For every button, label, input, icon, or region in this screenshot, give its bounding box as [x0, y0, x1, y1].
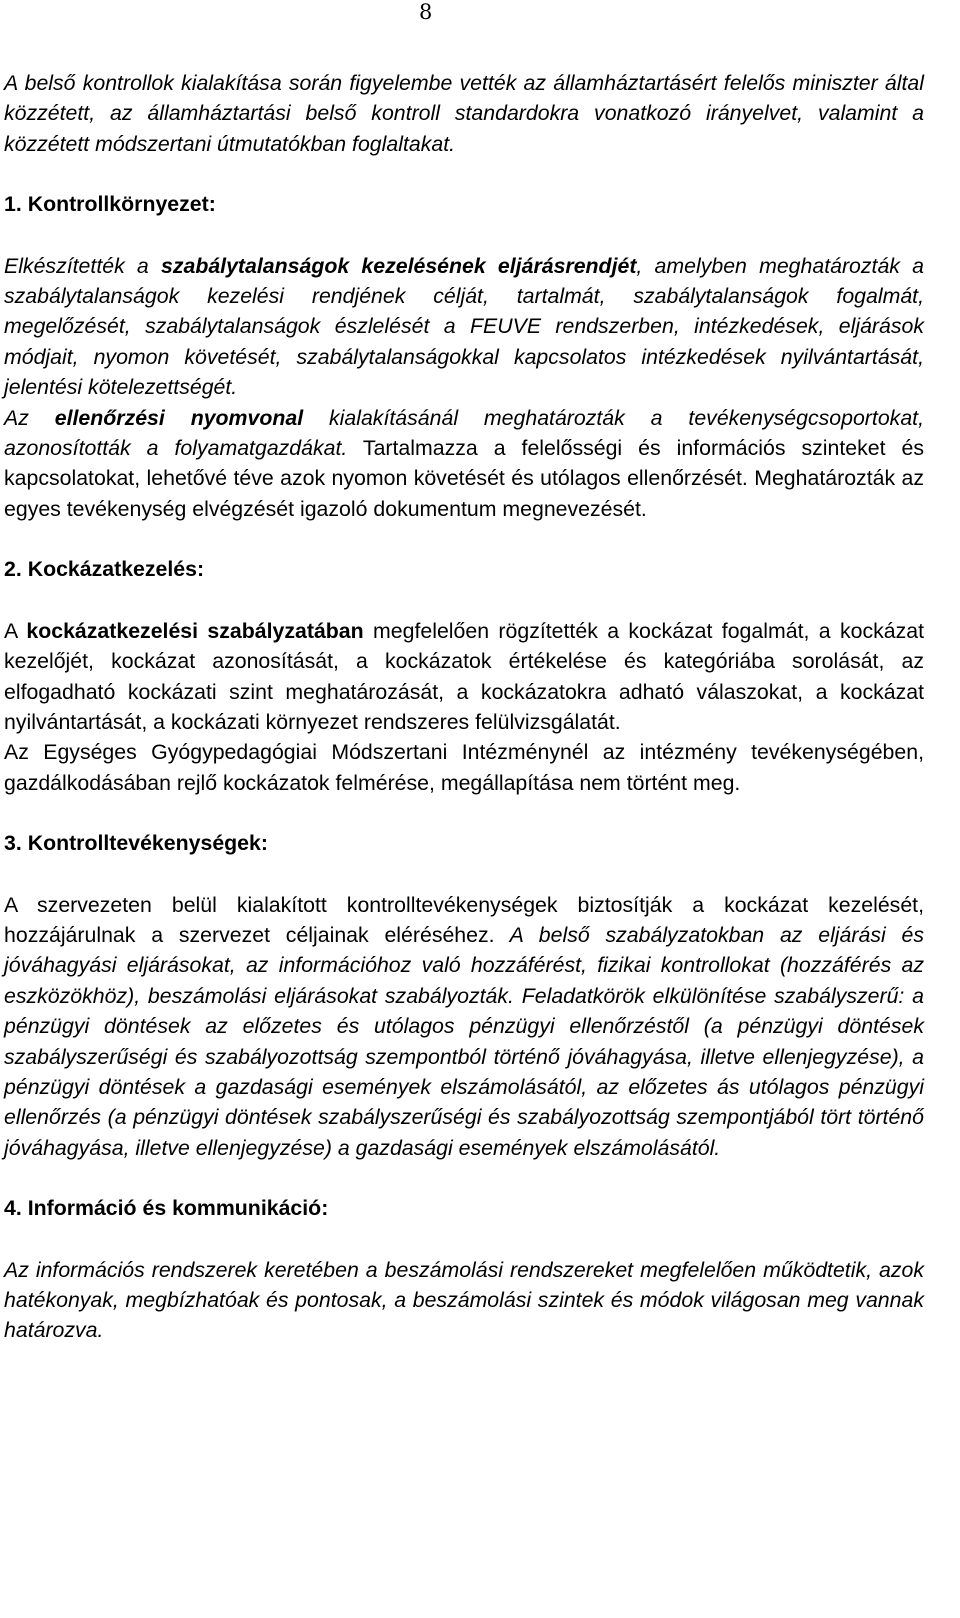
section-heading-kontrolltevekenysegek: [4, 828, 924, 858]
section2-paragraph-2: Az Egységes Gyógypedagógiai Módszertani Intézménynél az intézmény tevékenységében, gazdálkodásában rejlő kockázatok felmérése, megállapítása nem történt meg.: [4, 740, 924, 795]
text-run: A belső szabályzatokban az eljárási és jóváhagyási eljárásokat, az információhoz való hozzáférést, fizikai kontrollokat (hozzáférés az eszközökhöz), beszámolási eljárásokat szabályozták. Feladatkörök elkülönítése szabályszerű: a pénzügyi döntések az előzetes és utólagos pénzügyi ellenőrzéstől (a pénzügyi döntések szabályszerűségi és szabályozottság szempontból történő jóváhagyása, illetve ellenjegyzése), a pénzügyi döntések a gazdasági események elszámolásától, az előzetes ás utólagos pénzügyi ellenőrzés (a pénzügyi döntések szabályszerűségi és szabályozottság szempontjából tört történő jóváhagyása, illetve ellenjegyzése) a gazdasági események elszámolásától.: [4, 922, 924, 1160]
section-title: Információ és kommunikáció:: [27, 1196, 329, 1221]
text-run: A: [4, 618, 27, 643]
section-heading-informacio-es-kommunikacio: [4, 1193, 924, 1223]
section1-paragraph-1: [4, 251, 924, 403]
text-run: Elkészítették a: [4, 253, 161, 278]
section3-paragraph-1: [4, 890, 924, 1164]
section1-paragraph-2: [4, 403, 924, 525]
section-title: Kontrollkörnyezet:: [27, 192, 216, 217]
bold-term: kockázatkezelési szabályzatában: [26, 618, 364, 643]
section-number: 4.: [4, 1196, 22, 1221]
section-number: 1.: [4, 192, 22, 217]
section-number: 2.: [4, 557, 22, 582]
text-run: kialakításánál meghatározták a tevékenységcsoportokat, azonosították a folyamatgazdákat.: [4, 405, 924, 461]
section-number: 3.: [4, 831, 22, 856]
text-run: Tartalmazza a felelősségi és információs szinteket és kapcsolatokat, lehetővé téve azok nyomon követését és utólagos ellenőrzését. Meghatározták az egyes tevékenység elvégzését igazoló dokumentum megnevezését.: [4, 436, 924, 521]
intro-paragraph: A belső kontrollok kialakítása során figyelembe vették az államháztartásért felelős miniszter által közzétett, az államháztartási belső kontroll standardokra vonatkozó irányelvet, valamint a közzétett módszertani útmutatókban foglaltakat.: [4, 71, 924, 156]
section-title: Kockázatkezelés:: [27, 557, 205, 582]
text-run: , amelyben meghatározták a szabálytalanságok kezelési rendjének célját, tartalmát, szabálytalanságok fogalmát, megelőzését, szabálytalanságok észlelését a FEUVE rendszerben, intézkedések, eljárások módjait, nyomon követését, szabálytalanságokkal kapcsolatos intézkedések nyilvántartását, jelentési kötelezettségét.: [4, 253, 924, 400]
page-number: 8: [419, 0, 433, 24]
section2-paragraph-1: [4, 616, 924, 738]
text-run: megfelelően rögzítették a kockázat fogalmát, a kockázat kezelőjét, kockázat azonosítását, a kockázatok értékelése és kategóriába sorolását, az elfogadható kockázati szint meghatározását, a kockázatokra adható válaszokat, a kockázat nyilvántartását, a kockázati környezet rendszeres felülvizsgálatát.: [4, 618, 924, 734]
section4-paragraph-1: Az információs rendszerek keretében a beszámolási rendszereket megfelelően működtetik, azok hatékonyak, megbízhatóak és pontosak, a beszámolási szintek és módok világosan meg vannak határozva.: [4, 1257, 924, 1343]
document-body: [4, 68, 924, 1346]
text-run: A szervezeten belül kialakított kontrolltevékenységek biztosítják a kockázat kezelését, hozzájárulnak a szervezet céljainak eléréséhez.: [4, 892, 924, 947]
bold-term: szabálytalanságok kezelésének eljárásrendjét: [160, 253, 637, 278]
text-run: Az: [4, 405, 55, 430]
bold-term: ellenőrzési nyomvonal: [54, 405, 304, 430]
section-heading-kockazatkezeles: [4, 554, 924, 584]
section-heading-kontrollkornyezet: [4, 189, 924, 219]
section-title: Kontrolltevékenységek:: [27, 831, 268, 856]
